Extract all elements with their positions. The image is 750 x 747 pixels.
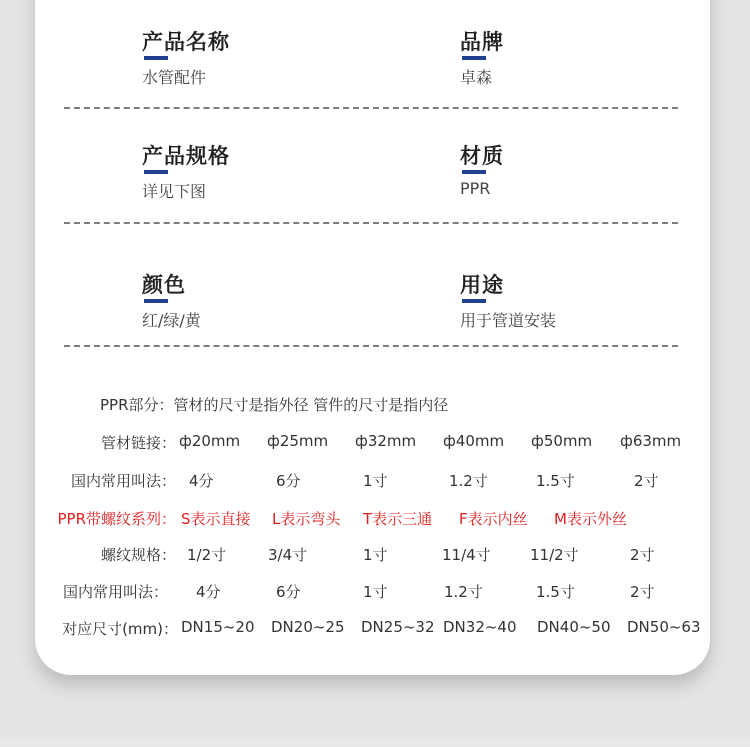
spec-value-product-name: 水管配件 xyxy=(142,68,207,87)
pipe-cell: ф32mm xyxy=(355,432,417,450)
common-name-row-label-2: 国内常用叫法： xyxy=(62,583,168,601)
spec-value-usage: 用于管道安装 xyxy=(460,311,557,330)
accent-bar xyxy=(144,299,168,303)
common-name-cell-2: 1.2寸 xyxy=(444,583,483,601)
common-name-cell-2: 6分 xyxy=(276,583,301,601)
spec-title-color: 颜色 xyxy=(142,273,186,297)
thread-spec-row-label: 螺纹规格： xyxy=(100,546,176,564)
common-name-cell: 2寸 xyxy=(634,472,659,490)
accent-bar xyxy=(144,56,168,60)
accent-bar xyxy=(144,170,168,174)
size-cell: DN40~50 xyxy=(537,618,611,636)
size-cell: DN32~40 xyxy=(443,618,517,636)
common-name-cell-2: 1寸 xyxy=(363,583,388,601)
spec-title-brand: 品牌 xyxy=(460,30,504,54)
accent-bar xyxy=(462,299,486,303)
thread-series-cell: L表示弯头 xyxy=(272,510,341,528)
thread-spec-cell: 11/2寸 xyxy=(530,546,579,564)
spec-value-material: PPR xyxy=(460,179,491,198)
accent-bar xyxy=(462,56,486,60)
common-name-cell-2: 2寸 xyxy=(630,583,655,601)
spec-title-product-name: 产品名称 xyxy=(142,30,230,54)
thread-spec-cell: 1寸 xyxy=(363,546,388,564)
size-cell: DN20~25 xyxy=(271,618,345,636)
dashed-divider xyxy=(64,222,678,224)
spec-value-product-spec: 详见下图 xyxy=(142,182,207,201)
size-row-label: 对应尺寸(mm)： xyxy=(62,620,178,638)
common-name-row-label: 国内常用叫法： xyxy=(70,472,176,490)
spec-title-material: 材质 xyxy=(460,144,504,168)
dashed-divider xyxy=(64,345,678,347)
common-name-cell: 6分 xyxy=(276,472,301,490)
common-name-cell: 1.2寸 xyxy=(449,472,488,490)
pipe-cell: ф40mm xyxy=(443,432,505,450)
size-cell: DN25~32 xyxy=(361,618,435,636)
pipe-row-label: 管材链接： xyxy=(100,434,176,452)
pipe-cell: ф25mm xyxy=(267,432,329,450)
spec-card xyxy=(35,0,710,675)
thread-series-row-label: PPR带螺纹系列： xyxy=(57,510,176,528)
spec-title-product-spec: 产品规格 xyxy=(142,144,230,168)
common-name-cell: 4分 xyxy=(189,472,214,490)
thread-spec-cell: 3/4寸 xyxy=(268,546,308,564)
ppr-size-note: PPR部分：管材的尺寸是指外径 管件的尺寸是指内径 xyxy=(100,396,449,414)
pipe-cell: ф63mm xyxy=(620,432,682,450)
common-name-cell-2: 1.5寸 xyxy=(536,583,575,601)
pipe-cell: ф50mm xyxy=(531,432,593,450)
accent-bar xyxy=(462,170,486,174)
thread-series-cell: S表示直接 xyxy=(181,510,251,528)
page-bottom-strip xyxy=(0,737,750,747)
thread-series-cell: F表示内丝 xyxy=(459,510,528,528)
common-name-cell-2: 4分 xyxy=(196,583,221,601)
spec-value-brand: 卓森 xyxy=(460,68,493,87)
spec-value-color: 红/绿/黄 xyxy=(142,311,201,330)
size-cell: DN15~20 xyxy=(181,618,255,636)
common-name-cell: 1寸 xyxy=(363,472,388,490)
thread-spec-cell: 1/2寸 xyxy=(187,546,227,564)
size-cell: DN50~63 xyxy=(627,618,701,636)
thread-spec-cell: 11/4寸 xyxy=(442,546,491,564)
thread-spec-cell: 2寸 xyxy=(630,546,655,564)
common-name-cell: 1.5寸 xyxy=(536,472,575,490)
thread-series-cell: T表示三通 xyxy=(363,510,433,528)
thread-series-cell: M表示外丝 xyxy=(554,510,627,528)
spec-title-usage: 用途 xyxy=(460,273,504,297)
dashed-divider xyxy=(64,107,678,109)
pipe-cell: ф20mm xyxy=(179,432,241,450)
